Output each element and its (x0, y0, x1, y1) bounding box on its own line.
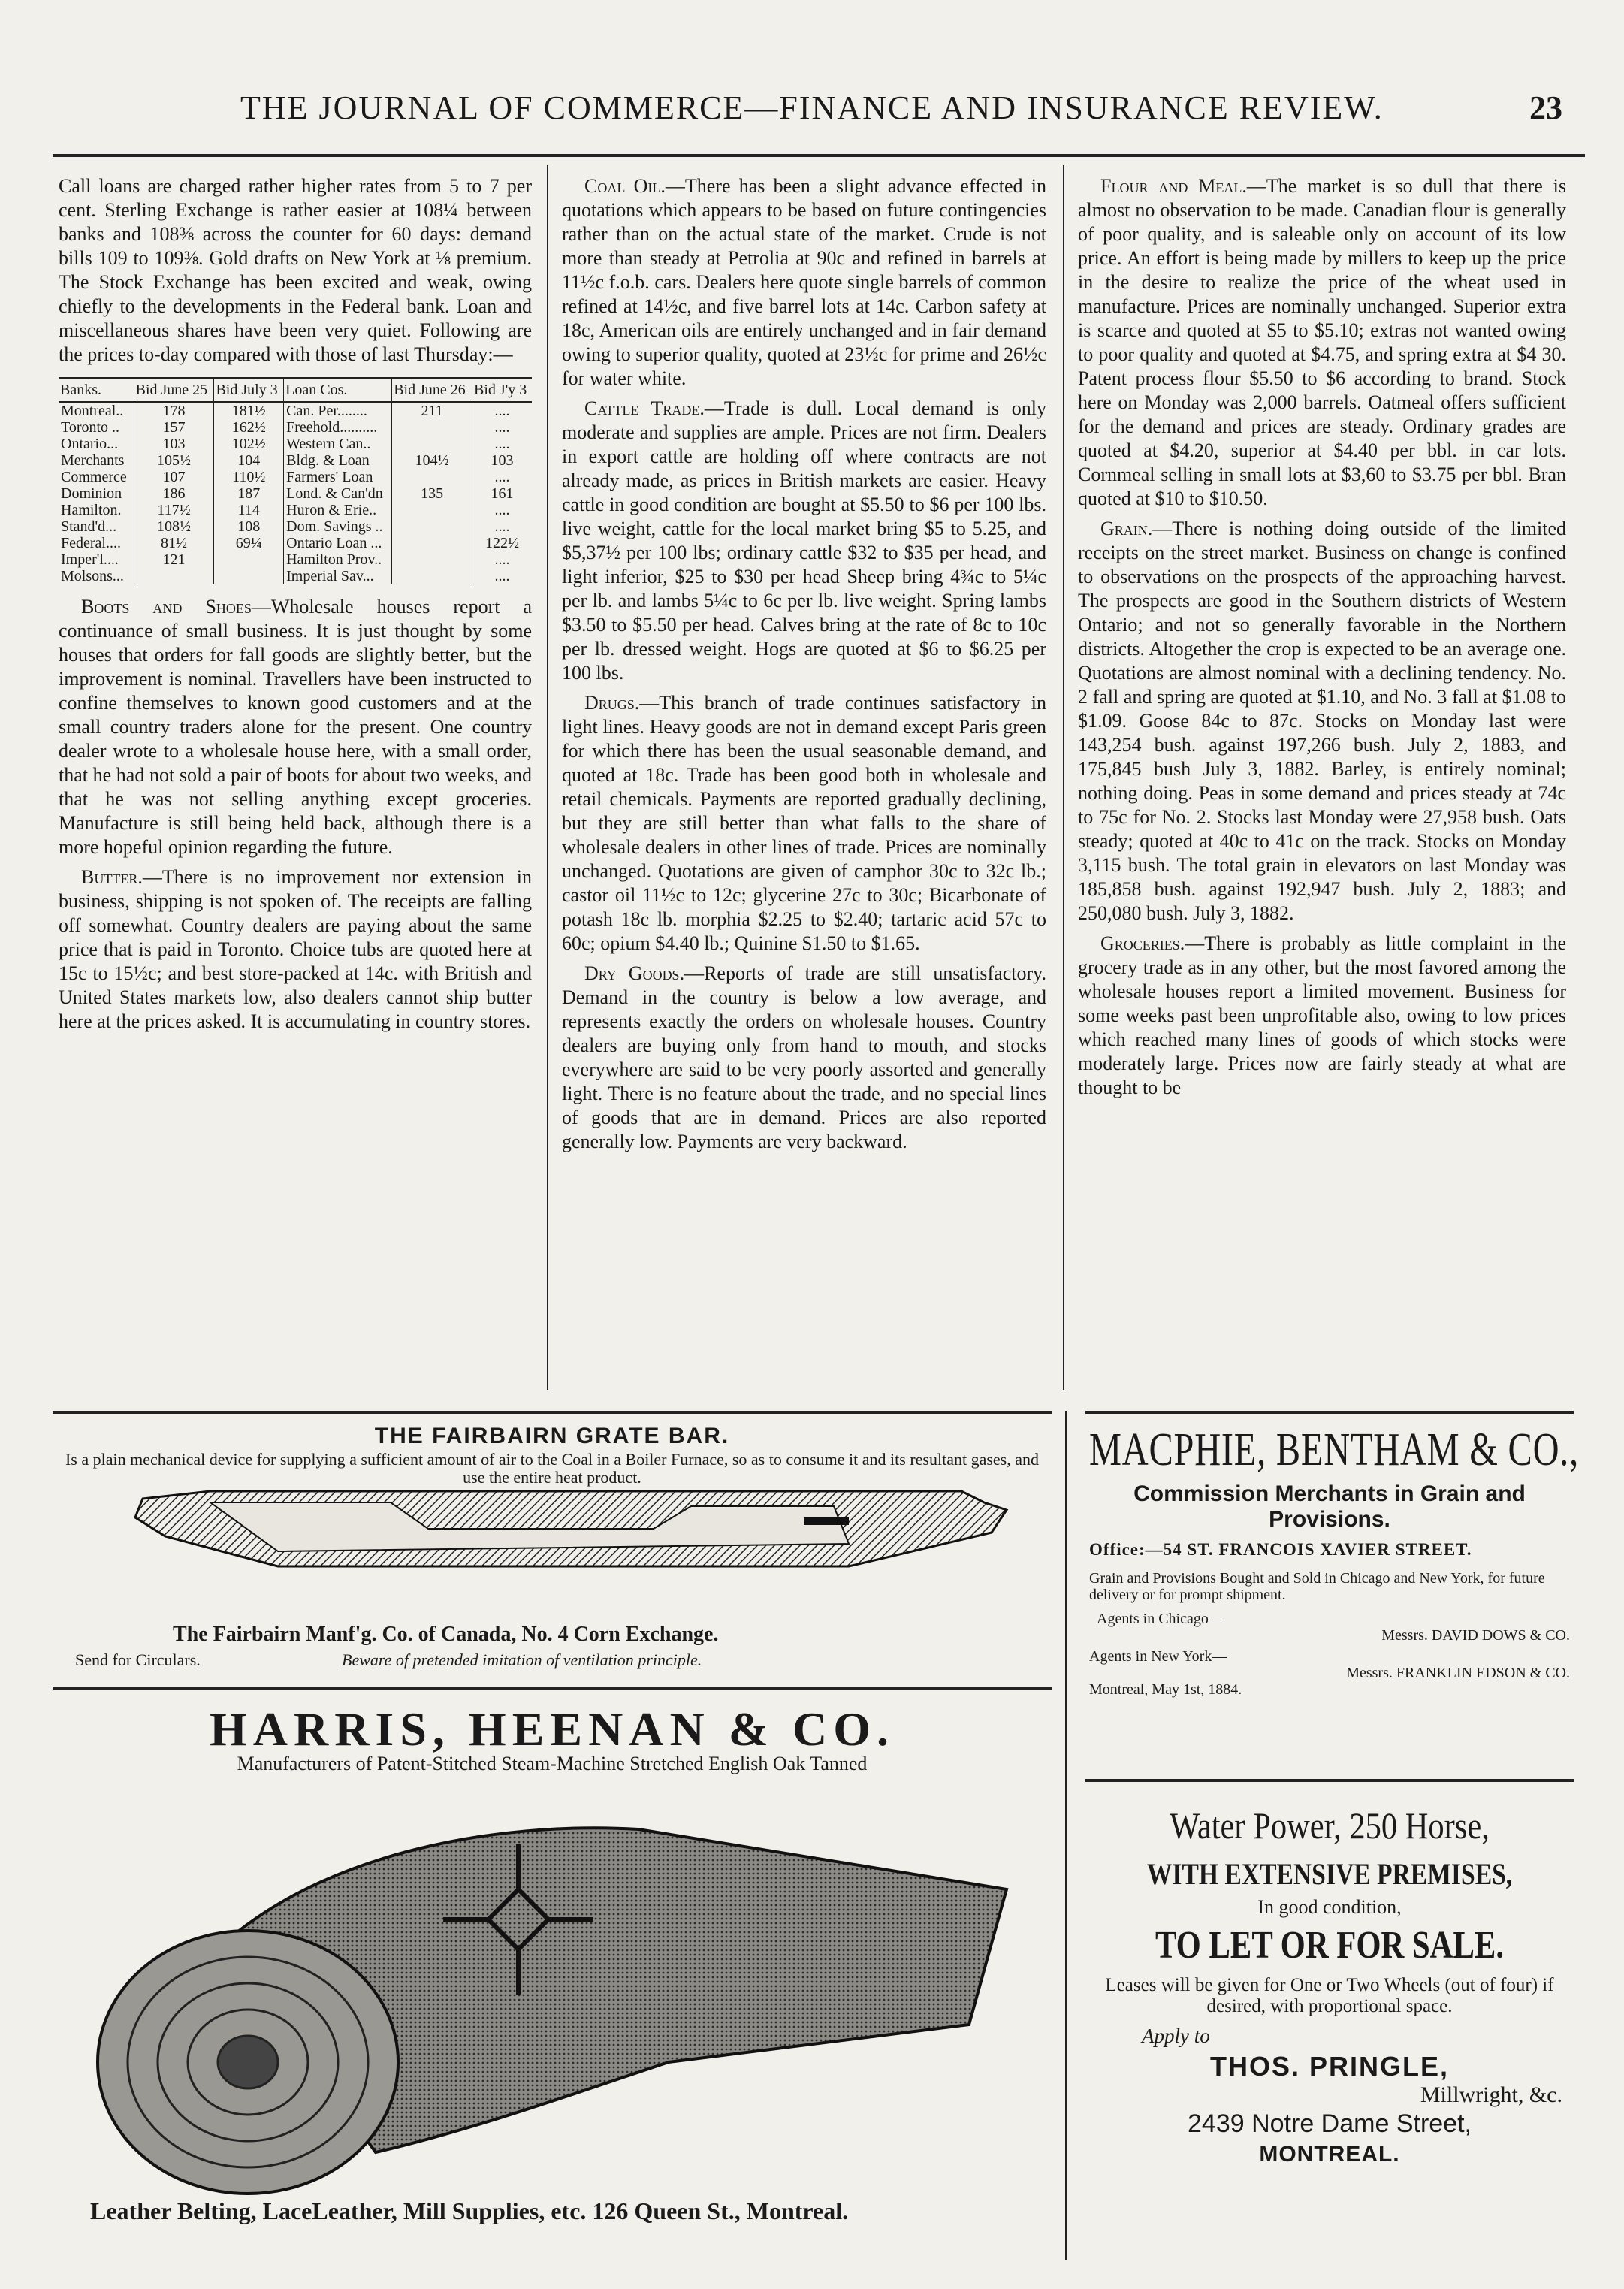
table-cell: 114 (214, 502, 284, 518)
water-power-heading: Water Power, 250 Horse, (1170, 1804, 1490, 1847)
col-header-bid-june-2: Bid June 26 (392, 378, 472, 402)
macphie-tagline: Commission Merchants in Grain and Provisions. (1133, 1481, 1526, 1532)
table-cell: Farmers' Loan (284, 469, 392, 485)
ads-top-rule-right (1085, 1411, 1574, 1414)
macphie-bottom-rule (1085, 1779, 1574, 1782)
water-contact-trade: Millwright, &c. (1420, 2082, 1562, 2107)
fairbairn-maker: The Fairbairn Manf'g. Co. of Canada, No. 4 Corn Exchange. (173, 1623, 719, 1646)
ad-macphie-bentham (1089, 1424, 1580, 1769)
macphie-chicago-agent: Messrs. DAVID DOWS & CO. (1381, 1627, 1570, 1644)
table-cell: .... (494, 403, 510, 419)
macphie-office: Office:—54 ST. FRANCOIS XAVIER STREET. (1089, 1540, 1472, 1559)
fairbairn-beware: Beware of pretended imitation of ventilation principle. (342, 1650, 702, 1669)
table-cell: 110½ (214, 469, 284, 485)
table-cell: 178 (134, 402, 214, 419)
boots-shoes-text: —Wholesale houses report a continuance of small business. It is just thought by some houses that orders for fall goods are slightly better, but the improvement is nominal. Travellers have been instructed to confine themselves to known good customers and at the small country traders alone for the present. One country dealer wrote to a wholesale house here, with a small order, that he had not sold a pair of boots for about two weeks, and that he was not selling anything except groceries. Manufacture is still being held back, although there is a more hopeful opinion regarding the future. (59, 596, 533, 858)
ad-harris-heenan (53, 1702, 1052, 2250)
table-cell: 187 (214, 485, 284, 502)
ads-vertical-divider (1065, 1411, 1067, 2260)
grate-bar-illustration (53, 1476, 1052, 1619)
macphie-description: Grain and Provisions Bought and Sold in Chicago and New York, for future delivery or for prompt shipment. (1089, 1570, 1545, 1603)
col-header-bid-july: Bid July 3 (214, 378, 284, 402)
coal-oil-text: .—There has been a slight advance effected in quotations which appears to be based on future contingencies rather than on the actual state of the market. Crude is not more than steady at Petrolia at 90c and refined in barrels at 11½c f.o.b. cars. Dealers here quote single barrels of common refined at 14½c, and five barrel lots at 14c. Carbon safety at 18c, American oils are entirely unchanged and in fair demand owing to superior quality, quoted at 23½c for prime and 26½c for water white. (562, 175, 1046, 389)
page-number: 23 (1529, 89, 1562, 126)
table-cell: Molsons... (59, 568, 134, 584)
table-row (59, 535, 532, 551)
table-cell: Commerce (59, 469, 134, 485)
macphie-date: Montreal, May 1st, 1884. (1089, 1681, 1242, 1698)
table-cell: Ontario... (59, 436, 134, 452)
ads-top-rule (53, 1411, 1052, 1414)
table-cell: 157 (134, 419, 214, 436)
fairbairn-description: Is a plain mechanical device for supplying a sufficient amount of air to the Coal in a Boiler Furnace, so as to consume it and its resultant gases, and use the entire heat product. (65, 1450, 1040, 1487)
col-header-banks: Banks. (59, 378, 134, 402)
table-cell: 121 (134, 551, 214, 568)
table-cell: 104½ (392, 452, 472, 469)
table-cell: 105½ (134, 452, 214, 469)
table-cell: 103 (491, 452, 514, 469)
table-cell: Bldg. & Loan (284, 452, 392, 469)
table-cell: .... (494, 436, 510, 452)
header-rule (53, 154, 1585, 157)
table-row (59, 551, 532, 568)
water-contact-name: THOS. PRINGLE, (1209, 2051, 1450, 2082)
leather-belt-roll-illustration (53, 1777, 1052, 2197)
table-cell: Toronto .. (59, 419, 134, 436)
coal-oil-paragraph (562, 174, 1046, 391)
macphie-ny-label: Agents in New York— (1089, 1648, 1227, 1665)
macphie-ny-agent: Messrs. FRANKLIN EDSON & CO. (1346, 1665, 1570, 1681)
table-row (59, 518, 532, 535)
macphie-name: MACPHIE, BENTHAM & CO., (1089, 1424, 1580, 1475)
table-cell (392, 436, 472, 452)
table-cell (392, 518, 472, 535)
water-let-sale-heading: TO LET OR FOR SALE. (1155, 1924, 1505, 1967)
fairbairn-bottom-rule (53, 1687, 1052, 1690)
table-cell: 161 (491, 485, 514, 502)
macphie-chicago-label: Agents in Chicago— (1097, 1611, 1224, 1627)
column-divider-1 (547, 165, 548, 1390)
table-cell (392, 469, 472, 485)
water-apply-to: Apply to (1142, 2025, 1210, 2047)
table-row (59, 452, 532, 469)
table-cell: .... (494, 502, 510, 518)
table-cell: 211 (392, 402, 472, 419)
cattle-text: .—Trade is dull. Local demand is only moderate and supplies are ample. Prices are not firm. Dealers in export cattle are holding off where contracts are not already made, as prices in British markets are easier. Heavy cattle in good condition are bought at $5.50 to $6 per 100 lbs. live weight, cattle for the local market bring $5 to 5.25, and $5,37½ per 100 lbs; ordinary cattle $32 to $35 per head, and light inferior, $25 to $30 per head Sheep bring 4¾c to 5¼c per lb. and lambs 5¼c to 6c per lb. live weight. Spring lambs $3.50 to $5.50 per head. Calves bring at the rate of 8c to 10c per lb. dressed weight. Hogs are quoted at $6 to $6.25 per 100 lbs. (562, 397, 1046, 684)
table-cell: 135 (392, 485, 472, 502)
table-cell: .... (494, 551, 510, 568)
table-cell: 104 (214, 452, 284, 469)
ad-water-power (1089, 1799, 1570, 2265)
table-cell (392, 551, 472, 568)
column-1 (59, 174, 532, 1040)
table-cell: Dom. Savings .. (284, 518, 392, 535)
dry-goods-heading: Dry Goods (584, 962, 680, 984)
table-cell (392, 568, 472, 584)
table-row (59, 402, 532, 419)
drugs-heading: Drugs (584, 692, 635, 714)
harris-products-address: Leather Belting, LaceLeather, Mill Supplies, etc. 126 Queen St., Montreal. (90, 2197, 849, 2224)
table-cell: Federal.... (59, 535, 134, 551)
boots-shoes-heading: Boots and Shoes (81, 596, 252, 618)
journal-title: THE JOURNAL OF COMMERCE—FINANCE AND INSURANCE REVIEW. (240, 89, 1384, 126)
dry-goods-paragraph (562, 962, 1046, 1154)
butter-paragraph (59, 865, 532, 1034)
table-cell: 181½ (214, 402, 284, 419)
table-cell: 122½ (485, 535, 519, 551)
coal-oil-heading: Coal Oil (584, 175, 661, 197)
table-cell: Dominion (59, 485, 134, 502)
table-cell: Imper'l.... (59, 551, 134, 568)
table-cell (392, 419, 472, 436)
grain-paragraph (1078, 517, 1566, 926)
table-cell: 108 (214, 518, 284, 535)
table-row (59, 502, 532, 518)
table-cell: 186 (134, 485, 214, 502)
water-contact-city: MONTREAL. (1259, 2142, 1400, 2167)
table-cell: .... (494, 568, 510, 584)
table-cell: Merchants (59, 452, 134, 469)
table-cell (392, 502, 472, 518)
flour-text: .—The market is so dull that there is almost no observation to be made. Canadian flour is generally of poor quality, and is saleable only on account of its low price. An effort is being made by millers to keep up the price in the desire to realize the price of the wheat used in manufacture. Prices are nominally unchanged. Superior extra is scarce and quoted at $5 to $5.10; extras not wanted owing to poor quality and quoted at $4.75, and spring extra at $4 30. Patent process flour $5.50 to $6 according to brand. Stock here on Monday was 2,000 barrels. Oatmeal offers sufficient for the demand and prices are steady. Ordinary grades are quoted at $4.20, superior at $4.40 per bbl. in car lots. Cornmeal selling in small lots at $3,60 to $3.75 per bbl. Bran quoted at $10 to $10.50. (1078, 175, 1566, 509)
grain-heading: Grain (1100, 518, 1148, 539)
groceries-heading: Groceries (1100, 932, 1180, 954)
table-cell (134, 568, 214, 584)
table-cell: Freehold.......... (284, 419, 392, 436)
water-contact-address: 2439 Notre Dame Street, (1188, 2109, 1472, 2138)
table-cell: Montreal.. (59, 402, 134, 419)
flour-heading: Flour and Meal (1100, 175, 1242, 197)
table-cell: 103 (134, 436, 214, 452)
col-header-loan-cos: Loan Cos. (284, 378, 392, 402)
table-cell: 108½ (134, 518, 214, 535)
cattle-paragraph (562, 397, 1046, 685)
table-cell: Imperial Sav... (284, 568, 392, 584)
table-cell: Huron & Erie.. (284, 502, 392, 518)
table-cell: .... (494, 518, 510, 535)
dry-goods-text: .—Reports of trade are still unsatisfactory. Demand in the country is below a low average, and represents exactly the orders on wholesale houses. Country dealers are buying only from hand to mouth, and stocks everywhere are said to be very poorly assorted and generally light. There is no feature about the trade, and no special lines of goods that are in demand. Prices are also reported generally low. Payments are very backward. (562, 962, 1046, 1152)
table-cell: Hamilton. (59, 502, 134, 518)
butter-heading: Butter (81, 866, 138, 888)
table-row (59, 419, 532, 436)
groceries-paragraph (1078, 932, 1566, 1100)
column-3 (1078, 174, 1566, 1106)
table-header-row (59, 378, 532, 402)
water-lease-terms: Leases will be given for One or Two Wheels (out of four) if desired, with proportional space. (1105, 1975, 1554, 2016)
cattle-heading: Cattle Trade (584, 397, 700, 419)
table-cell: 69¼ (214, 535, 284, 551)
table-cell (214, 551, 284, 568)
boots-shoes-paragraph (59, 595, 532, 859)
water-premises-heading: WITH EXTENSIVE PREMISES, (1146, 1857, 1513, 1891)
flour-paragraph (1078, 174, 1566, 511)
col-header-bid-july-2: Bid J'y 3 (472, 378, 532, 402)
drugs-text: .—This branch of trade continues satisfactory in light lines. Heavy goods are not in demand except Paris green for which there has been the usual seasonable demand, and quoted at 18c. Trade has been good both in wholesale and retail chemicals. Payments are reported gradually declining, but they are still better than what falls to the share of wholesale dealers in other lines of trade. Prices are nominally unchanged. Quotations are given of camphor 30c to 32c lb.; castor oil 11½c to 12c; glycerine 27c to 30c; Bicarbonate of potash 18c lb. morphia $2.25 to $2.40; tartaric acid 57c to 60c; opium $4.40 lb.; Quinine $1.50 to $1.65. (562, 692, 1046, 954)
table-cell: 107 (134, 469, 214, 485)
table-cell: Western Can.. (284, 436, 392, 452)
fairbairn-send-circulars: Send for Circulars. (75, 1650, 201, 1669)
table-cell: Hamilton Prov.. (284, 551, 392, 568)
table-cell: 117½ (134, 502, 214, 518)
page-header (53, 89, 1585, 141)
grain-text: .—There is nothing doing outside of the limited receipts on the street market. Business on change is confined to observations on the prospects of the approaching harvest. The prospects are good in the Southern districts of Western Ontario; and not so generally favorable in the Northern districts. Altogether the crop is expected to be an average one. Quotations are almost nominal with a declining tendency. No. 2 fall and spring are quoted at $1.10, and No. 3 fall at $1.08 to $1.09. Goose 84c to 87c. Stocks on Monday last were 143,254 bush. against 197,266 bush. July 2, 1883, and 175,845 bush July 3, 1882. Barley, is entirely nominal; nothing doing. Peas in some demand and prices steady at 74c to 75c for No. 2. Stocks last Monday were 27,958 bush. Oats steady; quoted at 40c to 41c on the track. Stocks on Monday 3,115 bush. The total grain in elevators on last Monday was 185,858 bush. against 192,947 bush. July 2, 1883; and 250,080 bush. July 3, 1882. (1078, 518, 1566, 924)
table-cell: Lond. & Can'dn (284, 485, 392, 502)
table-cell: Ontario Loan ... (284, 535, 392, 551)
table-row (59, 485, 532, 502)
drugs-paragraph (562, 691, 1046, 956)
table-cell (392, 535, 472, 551)
table-cell: 81½ (134, 535, 214, 551)
table-cell: 162½ (214, 419, 284, 436)
table-cell: .... (494, 419, 510, 436)
table-cell: 102½ (214, 436, 284, 452)
ad-fairbairn-grate-bar (53, 1424, 1052, 1671)
column-2 (562, 174, 1046, 1160)
table-cell: Stand'd... (59, 518, 134, 535)
harris-subtitle: Manufacturers of Patent-Stitched Steam-Machine Stretched English Oak Tanned (237, 1753, 868, 1774)
table-cell (214, 568, 284, 584)
harris-heading: HARRIS, HEENAN & CO. (209, 1702, 895, 1756)
table-row (59, 436, 532, 452)
col-header-bid-june: Bid June 25 (134, 378, 214, 402)
table-cell: Can. Per........ (284, 402, 392, 419)
finance-intro: Call loans are charged rather higher rates from 5 to 7 per cent. Sterling Exchange is rather easier at 108¼ between banks and 108⅜ across the counter for 60 days: demand bills 109 to 109⅜. Gold drafts on New York at ⅛ premium. The Stock Exchange has been excited and weak, owing chiefly to the developments in the Federal bank. Loan and miscellaneous shares have been very quiet. Following are the prices to-day compared with those of last Thursday:— (59, 175, 532, 365)
table-row (59, 568, 532, 584)
table-row (59, 469, 532, 485)
table-cell: .... (494, 469, 510, 485)
butter-text: .—There is no improvement nor extension in business, shipping is not spoken of. The receipts are falling off somewhat. Country dealers are paying about the same price that is paid in Toronto. Choice tubs are quoted here at 15c to 15½c; and best store-packed at 14c. with British and United States markets low, also dealers cannot ship butter here at the prices asked. It is accumulating in country stores. (59, 866, 532, 1032)
water-condition: In good condition, (1257, 1896, 1402, 1918)
column-divider-2 (1063, 165, 1064, 1390)
fairbairn-heading: THE FAIRBAIRN GRATE BAR. (374, 1424, 730, 1448)
bank-prices-table (59, 377, 532, 584)
groceries-text: .—There is probably as little complaint in the grocery trade as in any other, but the most favored among the wholesale houses report a limited movement. Business for some weeks past been unprofitable also, owing to low prices which reached many lines of goods of which stocks were moderately large. Prices now are fairly steady at what are thought to be (1078, 932, 1566, 1098)
